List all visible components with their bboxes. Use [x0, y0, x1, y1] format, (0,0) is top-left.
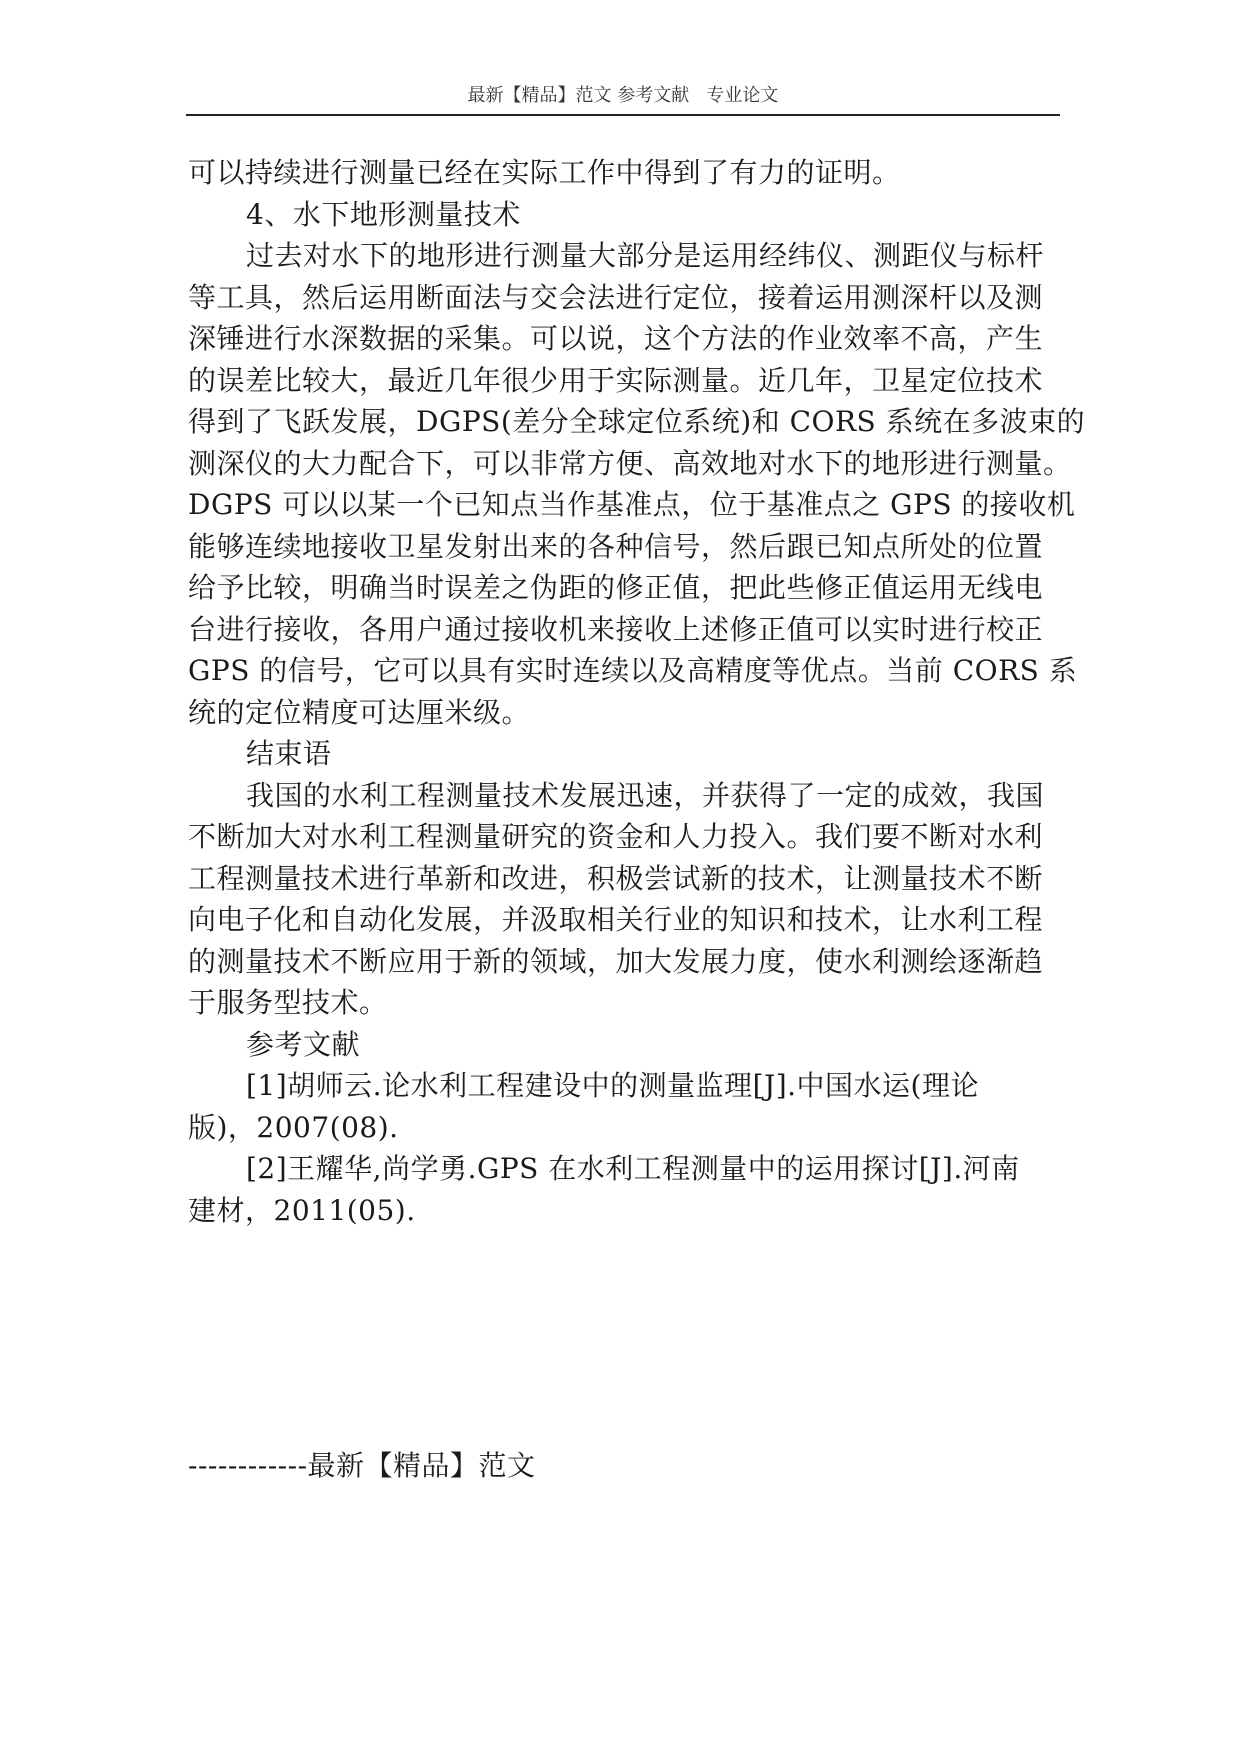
text-line: 过去对水下的地形进行测量大部分是运用经纬仪、测距仪与标杆 — [246, 239, 1045, 272]
text-line: 4、水下地形测量技术 — [246, 197, 521, 231]
document-body — [188, 152, 1086, 1231]
text-line: 结束语 — [246, 737, 332, 770]
text-line: 的测量技术不断应用于新的领域，加大发展力度，使水利测绘逐渐趋 — [188, 944, 1044, 978]
page-footer: ------------最新【精品】范文 — [188, 1449, 536, 1482]
text-line: 台进行接收，各用户通过接收机来接收上述修正值可以实时进行校正 — [188, 612, 1044, 646]
text-line: DGPS 可以以某一个已知点当作基准点，位于基准点之 GPS 的接收机 — [188, 488, 1076, 521]
text-line: 工程测量技术进行革新和改进，积极尝试新的技术，让测量技术不断 — [188, 861, 1044, 895]
header-divider — [186, 114, 1060, 116]
page-header: 最新【精品】范文 参考文献 专业论文 — [467, 85, 779, 106]
text-line: 可以持续进行测量已经在实际工作中得到了有力的证明。 — [188, 156, 901, 189]
text-line: [1]胡师云.论水利工程建设中的测量监理[J].中国水运(理论 — [246, 1069, 979, 1102]
text-line: [2]王耀华,尚学勇.GPS 在水利工程测量中的运用探讨[J].河南 — [246, 1152, 1020, 1185]
text-line: 给予比较，明确当时误差之伪距的修正值，把此些修正值运用无线电 — [188, 571, 1044, 604]
text-line: 深锤进行水深数据的采集。可以说，这个方法的作业效率不高，产生 — [188, 322, 1044, 355]
text-line: 等工具，然后运用断面法与交会法进行定位，接着运用测深杆以及测 — [188, 280, 1044, 314]
text-line: 统的定位精度可达厘米级。 — [188, 695, 531, 729]
text-line: 版)，2007(08). — [188, 1110, 399, 1144]
text-line: GPS 的信号，它可以具有实时连续以及高精度等优点。当前 CORS 系 — [188, 654, 1078, 687]
text-line: 测深仪的大力配合下，可以非常方便、高效地对水下的地形进行测量。 — [188, 446, 1072, 480]
text-line: 参考文献 — [246, 1027, 361, 1061]
text-line: 能够连续地接收卫星发射出来的各种信号，然后跟已知点所处的位置 — [188, 529, 1044, 563]
text-line: 向电子化和自动化发展，并汲取相关行业的知识和技术，让水利工程 — [188, 903, 1044, 936]
text-line: 于服务型技术。 — [188, 986, 388, 1019]
text-line: 我国的水利工程测量技术发展迅速，并获得了一定的成效，我国 — [246, 778, 1045, 812]
text-line: 不断加大对水利工程测量研究的资金和人力投入。我们要不断对水利 — [188, 820, 1044, 853]
text-line: 建材，2011(05). — [188, 1193, 416, 1227]
text-line: 的误差比较大，最近几年很少用于实际测量。近几年，卫星定位技术 — [188, 363, 1044, 397]
text-line: 得到了飞跃发展，DGPS(差分全球定位系统)和 CORS 系统在多波束的 — [188, 405, 1086, 438]
